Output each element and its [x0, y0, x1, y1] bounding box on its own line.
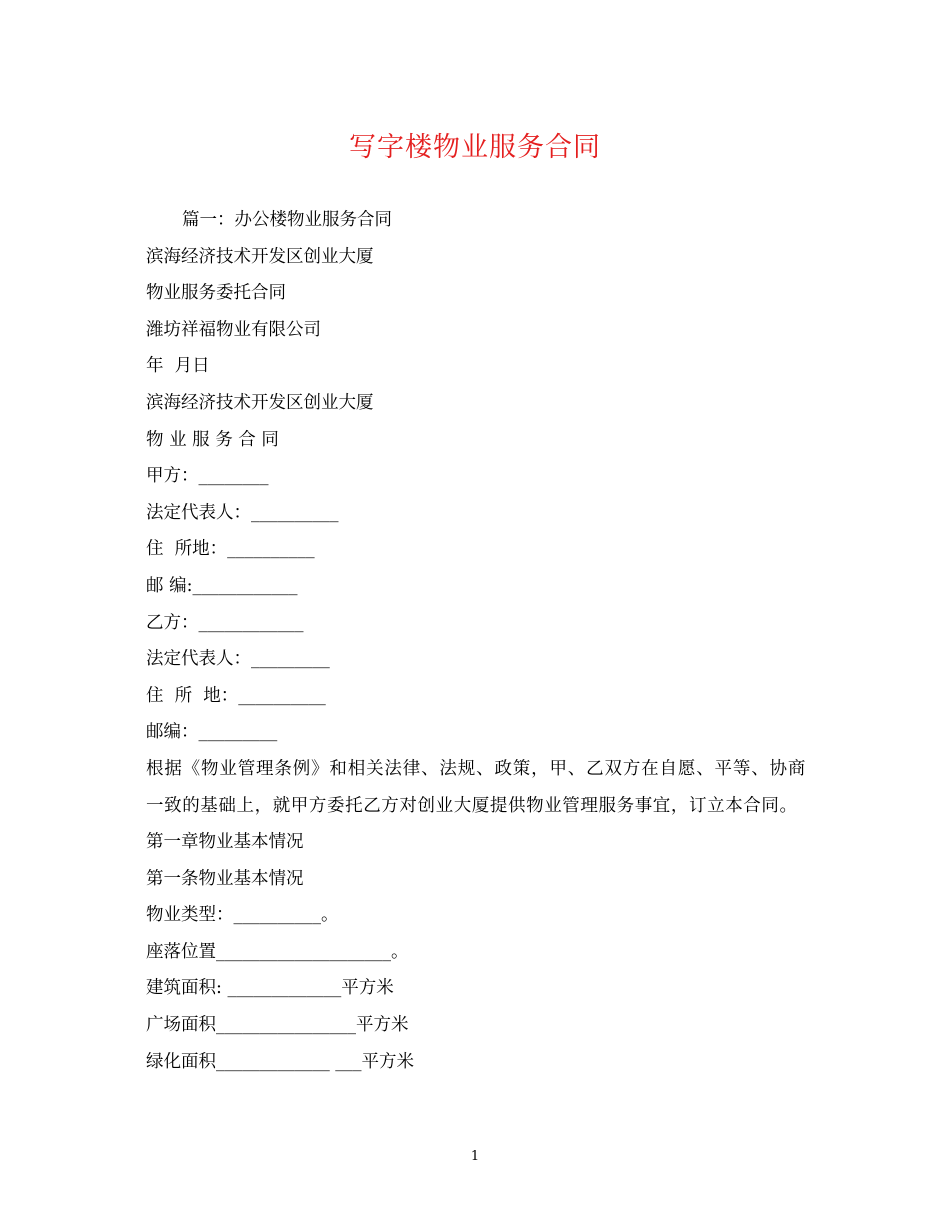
text-line: 物业服务委托合同 [146, 283, 286, 304]
building-area-field: 建筑面积: _____________平方米 [146, 978, 394, 999]
page-number: 1 [470, 1149, 480, 1164]
property-type-field: 物业类型：__________。 [146, 905, 339, 926]
preamble-paragraph: 根据《物业管理条例》和相关法律、法规、政策，甲、乙双方在自愿、平等、协商一致的基础上，就甲方委托乙方对创业大厦提供物业管理服务事宜，订立本合同。 [146, 758, 806, 816]
green-area-field: 绿化面积_____________ ___平方米 [146, 1051, 415, 1072]
text-line: 滨海经济技术开发区创业大厦 [146, 246, 374, 267]
party-b-postcode-field: 邮编：_________ [146, 722, 278, 743]
party-b-representative-field: 法定代表人：_________ [146, 649, 330, 670]
text-line: 滨海经济技术开发区创业大厦 [146, 392, 374, 413]
party-a-postcode-field: 邮 编:____________ [146, 575, 298, 596]
plaza-area-field: 广场面积________________平方米 [146, 1015, 409, 1036]
party-b-field: 乙方：____________ [146, 612, 304, 633]
document-title: 写字楼物业服务合同 [349, 132, 601, 163]
article-heading: 第一条物业基本情况 [146, 868, 304, 889]
location-field: 座落位置____________________。 [146, 941, 409, 962]
document-body [146, 202, 806, 1080]
party-a-representative-field: 法定代表人：__________ [146, 502, 339, 523]
section-heading: 篇一：办公楼物业服务合同 [182, 210, 392, 230]
party-a-address-field: 住 所地：__________ [146, 539, 315, 560]
contract-heading: 物 业 服 务 合 同 [146, 429, 279, 450]
chapter-heading: 第一章物业基本情况 [146, 832, 304, 853]
party-a-field: 甲方：________ [146, 466, 269, 487]
party-b-address-field: 住 所 地：__________ [146, 685, 326, 706]
text-line: 潍坊祥福物业有限公司 [146, 319, 321, 340]
date-line: 年 月日 [146, 356, 210, 377]
